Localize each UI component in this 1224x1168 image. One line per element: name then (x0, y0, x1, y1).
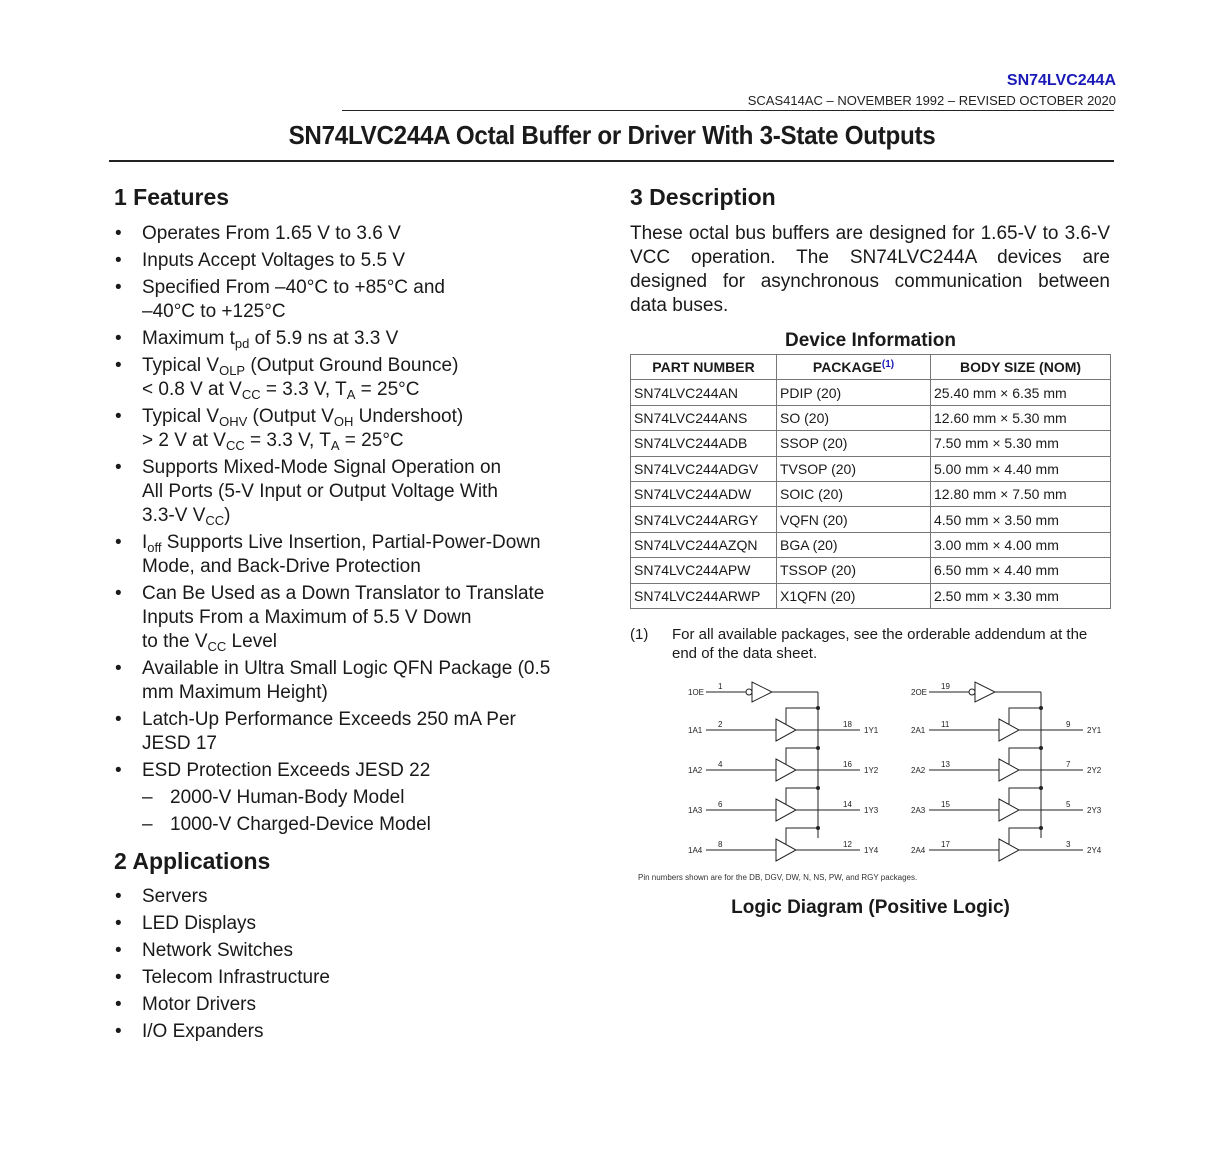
table-cell: SN74LVC244ARGY (631, 507, 777, 532)
pin-number: 8 (718, 840, 723, 849)
output-label: 1Y3 (864, 806, 879, 815)
enable-wire (786, 748, 818, 764)
table-row (631, 558, 1111, 583)
pin-number: 13 (941, 760, 950, 769)
applications-heading: 2 Applications (114, 848, 271, 874)
enable-wire (1009, 748, 1041, 764)
list-item: – 1000-V Charged-Device Model (142, 814, 431, 835)
description-heading: 3 Description (630, 184, 776, 210)
enable-label: 1OE (688, 688, 705, 697)
list-item: • Operates From 1.65 V to 3.6 V (115, 223, 401, 244)
pin-number: 17 (941, 840, 950, 849)
list-item: • Can Be Used as a Down Translator to Translate Inputs From a Maximum of 5.5 V Down to the $V_{CC}$ Level (115, 583, 545, 654)
table-cell: VQFN (20) (777, 507, 931, 532)
table-cell: SN74LVC244AN (631, 380, 777, 405)
table-header-row (631, 355, 1111, 380)
page-title: SN74LVC244A Octal Buffer or Driver With 3-State Outputs (288, 120, 936, 150)
table-cell: 5.00 mm × 4.40 mm (931, 456, 1111, 481)
table-cell: PDIP (20) (777, 380, 931, 405)
table-cell: 25.40 mm × 6.35 mm (931, 380, 1111, 405)
pin-number: 5 (1066, 800, 1071, 809)
table-cell: TVSOP (20) (777, 456, 931, 481)
column-header: PART NUMBER (631, 355, 777, 380)
table-row (631, 481, 1111, 506)
table-cell: 7.50 mm × 5.30 mm (931, 431, 1111, 456)
enable-wire (786, 788, 818, 804)
pin-number: 4 (718, 760, 723, 769)
list-item: • ESD Protection Exceeds JESD 22 – 2000-V Human-Body Model – 1000-V Charged-Device Model (114, 759, 594, 837)
table-row (631, 507, 1111, 532)
junction-dot (1039, 826, 1043, 830)
table-cell: 12.80 mm × 7.50 mm (931, 481, 1111, 506)
pin-number: 12 (843, 840, 852, 849)
list-item: • Typical $V_{OHV}$ (Output $V_{OH}$ Undershoot) > 2 V at $V_{CC} = 3.3$ V, $T_A = 25^\circ C$ (115, 406, 464, 453)
buffer-gate (752, 682, 772, 702)
pin-number: 18 (843, 720, 852, 729)
table-row (631, 380, 1111, 405)
input-label: 1A2 (688, 766, 703, 775)
table-cell: 3.00 mm × 4.00 mm (931, 532, 1111, 557)
applications-list (114, 885, 594, 1047)
input-label: 2A3 (911, 806, 926, 815)
junction-dot (816, 746, 820, 750)
list-item: • Latch-Up Performance Exceeds 250 mA Per JESD 17 (115, 709, 516, 754)
pin-number: 9 (1066, 720, 1071, 729)
output-label: 2Y1 (1087, 726, 1102, 735)
device-info-table (630, 354, 1111, 609)
pin-number: 14 (843, 800, 852, 809)
table-cell: SN74LVC244APW (631, 558, 777, 583)
diagram-note: Pin numbers shown are for the DB, DGV, DW, N, NS, PW, and RGY packages. (638, 873, 918, 882)
list-item: • Supports Mixed-Mode Signal Operation on All Ports (5-V Input or Output Voltage With 3.3-V $V_{CC}$) (115, 457, 502, 528)
output-label: 2Y2 (1087, 766, 1102, 775)
enable-wire (1009, 828, 1041, 844)
inverter-bubble (969, 689, 975, 695)
table-cell: X1QFN (20) (777, 583, 931, 608)
input-label: 2A1 (911, 726, 926, 735)
pin-number: 6 (718, 800, 723, 809)
junction-dot (1039, 786, 1043, 790)
table-cell: BGA (20) (777, 532, 931, 557)
list-item: • Network Switches (115, 940, 293, 961)
table-cell: SN74LVC244ARWP (631, 583, 777, 608)
pin-number: 15 (941, 800, 950, 809)
logic-half-1 (688, 682, 879, 861)
enable-wire (1009, 708, 1041, 724)
table-cell: SN74LVC244AZQN (631, 532, 777, 557)
table-caption: Device Information (784, 330, 957, 351)
input-label: 1A4 (688, 846, 703, 855)
table-cell: TSSOP (20) (777, 558, 931, 583)
list-item: • I/O Expanders (115, 1021, 264, 1042)
logic-diagram (630, 670, 1111, 890)
table-cell: SSOP (20) (777, 431, 931, 456)
table-cell: 4.50 mm × 3.50 mm (931, 507, 1111, 532)
table-row (631, 583, 1111, 608)
list-item: • Typical $V_{OLP}$ (Output Ground Bounce) < 0.8 V at $V_{CC} = 3.3$ V, $T_A = 25^\circ C$ (115, 355, 459, 402)
pin-number: 1 (718, 682, 723, 691)
pin-number: 16 (843, 760, 852, 769)
input-label: 2A4 (911, 846, 926, 855)
table-cell: SN74LVC244ANS (631, 405, 777, 430)
input-label: 2A2 (911, 766, 926, 775)
logic-half-2 (911, 682, 1102, 861)
table-cell: 12.60 mm × 5.30 mm (931, 405, 1111, 430)
pin-number: 2 (718, 720, 723, 729)
table-row (631, 456, 1111, 481)
input-label: 1A3 (688, 806, 703, 815)
enable-wire (786, 708, 818, 724)
table-cell: SN74LVC244ADGV (631, 456, 777, 481)
list-item: • Inputs Accept Voltages to 5.5 V (115, 250, 406, 271)
junction-dot (1039, 706, 1043, 710)
header-rule (342, 110, 1114, 111)
list-item: • Maximum $t_{pd}$ of 5.9 ns at 3.3 V (115, 328, 399, 351)
enable-label: 2OE (911, 688, 928, 697)
document-id: SCAS414AC – NOVEMBER 1992 – REVISED OCTOBER 2020 (747, 93, 1116, 108)
input-label: 1A1 (688, 726, 703, 735)
list-item: • Telecom Infrastructure (115, 967, 330, 988)
title-rule (109, 160, 1114, 162)
junction-dot (1039, 746, 1043, 750)
part-number-link[interactable]: SN74LVC244A (1006, 72, 1116, 89)
output-label: 1Y2 (864, 766, 879, 775)
pin-number: 19 (941, 682, 950, 691)
table-cell: 6.50 mm × 4.40 mm (931, 558, 1111, 583)
footnote-link[interactable]: (1) (881, 359, 895, 371)
table-row (631, 405, 1111, 430)
list-item: • LED Displays (115, 913, 257, 934)
list-item: – 2000-V Human-Body Model (142, 787, 405, 808)
inverter-bubble (746, 689, 752, 695)
column-header: PACKAGE$^{(1)}$ (777, 355, 931, 380)
pin-number: 11 (941, 720, 950, 729)
footnote-number: (1) (630, 626, 649, 643)
features-heading: 1 Features (114, 184, 230, 210)
output-label: 2Y4 (1087, 846, 1102, 855)
table-cell: SO (20) (777, 405, 931, 430)
pin-number: 7 (1066, 760, 1071, 769)
column-header: BODY SIZE (NOM) (931, 355, 1111, 380)
enable-wire (786, 828, 818, 844)
table-cell: SN74LVC244ADW (631, 481, 777, 506)
table-cell: SN74LVC244ADB (631, 431, 777, 456)
output-label: 1Y1 (864, 726, 879, 735)
list-item: • Specified From –40°C to +85°C and –40°C to +125°C (115, 277, 445, 322)
junction-dot (816, 826, 820, 830)
list-item: • Available in Ultra Small Logic QFN Package (0.5 mm Maximum Height) (115, 658, 551, 703)
table-row (631, 431, 1111, 456)
output-label: 2Y3 (1087, 806, 1102, 815)
list-item: • Servers (115, 886, 208, 907)
diagram-caption: Logic Diagram (Positive Logic) (731, 897, 1010, 918)
table-row (631, 532, 1111, 557)
buffer-gate (975, 682, 995, 702)
table-cell: 2.50 mm × 3.30 mm (931, 583, 1111, 608)
pin-number: 3 (1066, 840, 1071, 849)
junction-dot (816, 706, 820, 710)
output-label: 1Y4 (864, 846, 879, 855)
footnote-text: For all available packages, see the orderable addendum at the end of the data sheet. (672, 626, 1088, 662)
description-text: These octal bus buffers are designed for 1.65-V to 3.6-V VCC operation. The SN74LVC244A devices are designed for asynchronous communication between data buses. (630, 223, 1110, 316)
junction-dot (816, 786, 820, 790)
list-item: • Motor Drivers (115, 994, 257, 1015)
table-cell: SOIC (20) (777, 481, 931, 506)
features-list (114, 222, 594, 840)
enable-wire (1009, 788, 1041, 804)
list-item: • $I_{off}$ Supports Live Insertion, Partial-Power-Down Mode, and Back-Drive Protection (115, 532, 541, 577)
